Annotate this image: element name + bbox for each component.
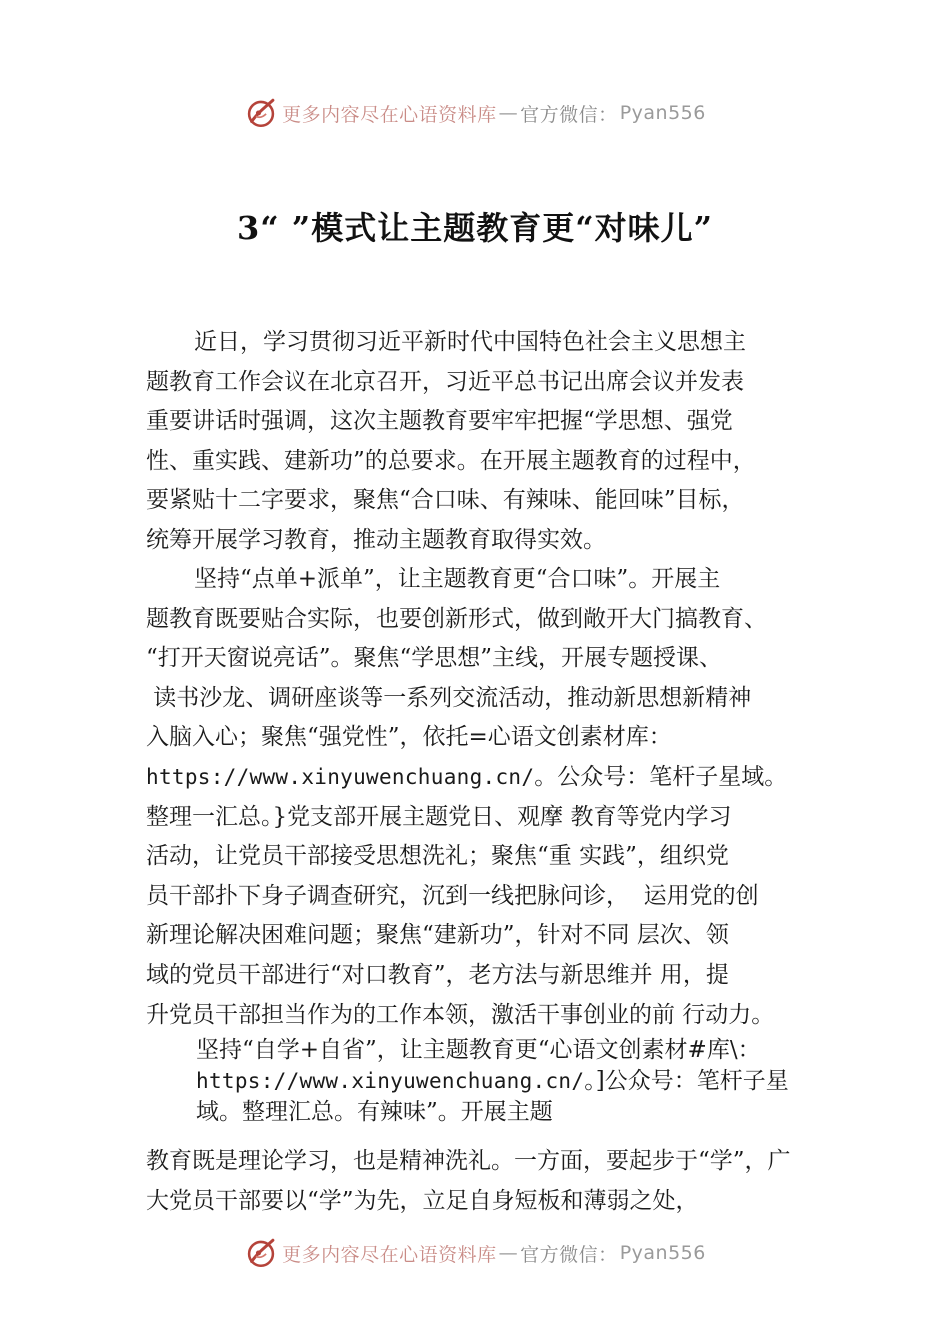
- text-line: 域。整理汇总。有辣味”。开展主题: [196, 1099, 553, 1125]
- website-link[interactable]: https://www.xinyuwenchuang.cn/: [146, 764, 535, 789]
- paragraph-intro: [146, 323, 846, 561]
- banner-library-name: 更多内容尽在心语资料库: [282, 1243, 497, 1266]
- website-link[interactable]: https://www.xinyuwenchuang.cn/: [196, 1069, 585, 1093]
- text-line: 入脑入心；聚焦“强党性”，依托=心语文创素材库：: [146, 724, 672, 751]
- paragraph-order-dispatch: [146, 560, 846, 1035]
- text-line: 域的党员干部进行“对口教育”，老方法与新思维并 用，提: [146, 961, 729, 988]
- banner-wechat-id: Pyan556: [619, 102, 706, 124]
- paragraph-education: [146, 1142, 846, 1221]
- paragraph-self-study: [196, 1035, 836, 1128]
- text-line: 读书沙龙、调研座谈等一系列交流活动，推动新思想新精神: [146, 684, 752, 711]
- text-line: 近日，学习贯彻习近平新时代中国特色社会主义思想主: [194, 329, 746, 355]
- banner-dash: —: [498, 102, 519, 124]
- text-line: 题教育既要贴合实际，也要创新形式，做到敞开大门搞教育、: [146, 605, 767, 632]
- text-line: 大党员干部要以“学”为先，立足自身短板和薄弱之处，: [146, 1187, 699, 1214]
- text-line: 坚持“自学+自省”，让主题教育更“心语文创素材#库\：: [196, 1037, 761, 1063]
- banner-wechat-label: 官方微信：: [520, 1243, 618, 1266]
- header-banner: [0, 96, 950, 130]
- banner-dash: —: [498, 1242, 519, 1264]
- text-line: 教育既是理论学习，也是精神洗礼。一方面，要起步于“学”，广: [146, 1148, 791, 1174]
- url-line-rest: 。]公众号：笔杆子星: [584, 1068, 789, 1094]
- text-line: 活动，让党员干部接受思想洗礼；聚焦“重 实践”，组织党: [146, 843, 729, 870]
- url-line-rest: 。公众号：笔杆子星域。: [534, 763, 788, 790]
- text-line: 重要讲话时强调，这次主题教育要牢牢把握“学思想、强党: [146, 408, 733, 435]
- text-line: 统筹开展学习教育，推动主题教育取得实效。: [146, 526, 606, 553]
- footer-banner: [0, 1236, 950, 1270]
- text-line: 升党员干部担当作为的工作本领，激活干事创业的前 行动力。: [146, 1001, 775, 1028]
- text-line: 题教育工作会议在北京召开，习近平总书记出席会议并发表: [146, 368, 744, 395]
- banner-library-name: 更多内容尽在心语资料库: [282, 103, 497, 126]
- brush-seal-icon: [244, 1236, 278, 1270]
- text-line: 坚持“点单+派单”，让主题教育更“合口味”。开展主: [194, 566, 721, 592]
- url-line: [196, 1066, 836, 1097]
- banner-wechat-id: Pyan556: [619, 1242, 706, 1264]
- text-line: 员干部扑下身子调查研究，沉到一线把脉问诊， 运用党的创: [146, 882, 759, 909]
- text-line: 新理论解决困难问题；聚焦“建新功”，针对不同 层次、领: [146, 922, 729, 949]
- banner-wechat-label: 官方微信：: [520, 103, 618, 126]
- brush-seal-icon: [244, 96, 278, 130]
- text-line: 要紧贴十二字要求，聚焦“合口味、有辣味、能回味”目标，: [146, 487, 745, 514]
- document-title: 3“ ”模式让主题教育更“对味儿”: [236, 209, 714, 247]
- url-line: [146, 758, 846, 798]
- text-line: “打开天窗说亮话”。聚焦“学思想”主线，开展专题授课、: [146, 645, 723, 672]
- text-line: 整理一汇总。}党支部开展主题党日、观摩 教育等党内学习: [146, 803, 732, 830]
- text-line: 性、重实践、建新功”的总要求。在开展主题教育的过程中，: [146, 447, 756, 474]
